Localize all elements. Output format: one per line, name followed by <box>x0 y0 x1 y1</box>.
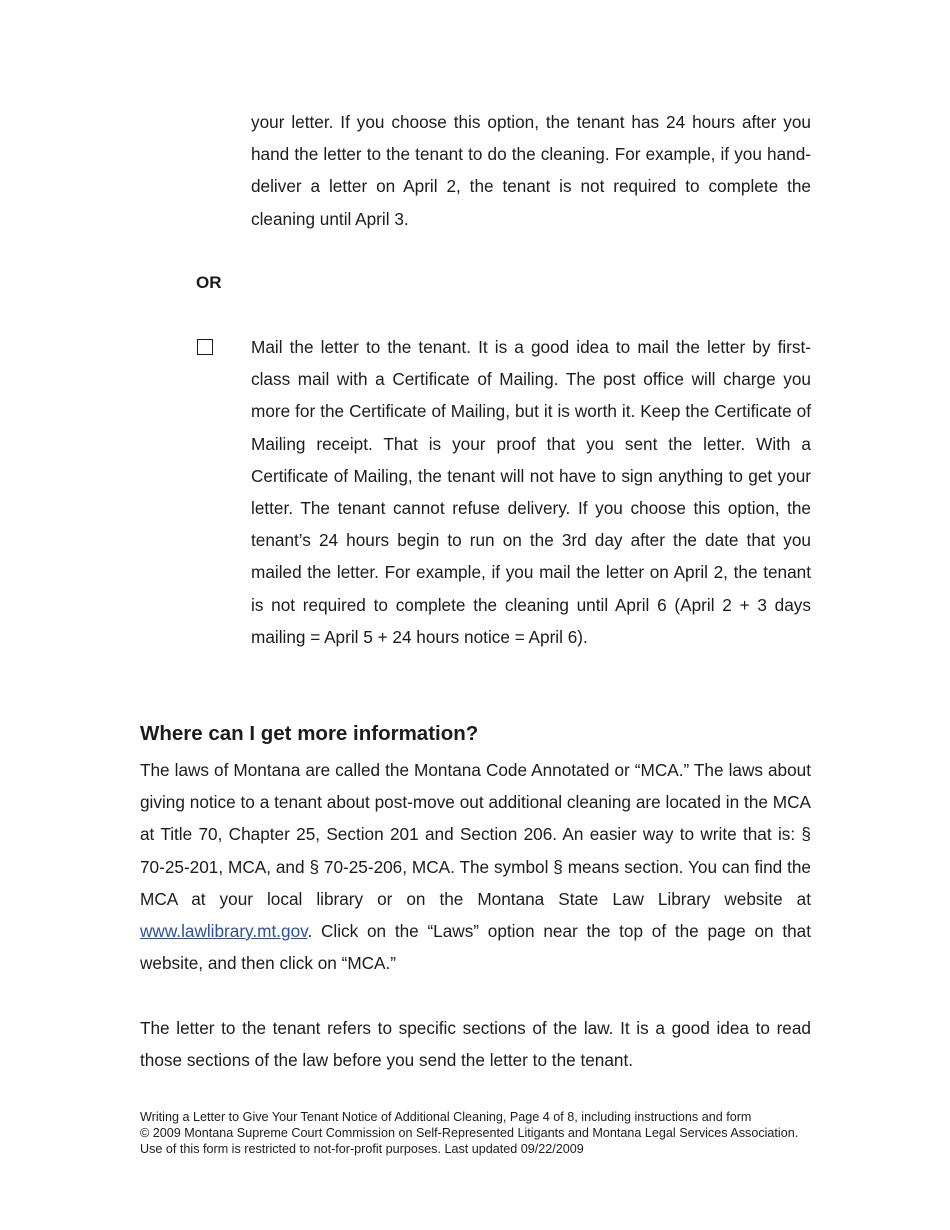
footer-title: Writing a Letter to Give Your Tenant Notice of Additional Cleaning, Page 4 of 8, including instructions and form <box>140 1110 752 1124</box>
info-text-after-link: . Click on the “Laws” option near the top of the page on that website, and then click on “MCA.” <box>140 921 811 974</box>
law-library-link[interactable]: www.lawlibrary.mt.gov <box>140 921 308 942</box>
closing-paragraph: The letter to the tenant refers to specific sections of the law. It is a good idea to read those sections of the law before you send the letter to the tenant. <box>140 1018 811 1071</box>
footer-copyright: © 2009 Montana Supreme Court Commission on Self-Represented Litigants and Montana Legal Services Association. Use of this form is restricted to not-for-profit purposes. Last updated 09/22/2009 <box>140 1126 799 1156</box>
page-footer <box>140 1109 812 1157</box>
info-text-before-link: The laws of Montana are called the Montana Code Annotated or “MCA.” The laws about giving notice to a tenant about post-move out additional cleaning are located in the MCA at Title 70, Chapter 25, Section 201 and Section 206. An easier way to write that is: § 70-25-201, MCA, and § 70-25-206, MCA. The symbol § means section. You can find the MCA at your local library or on the Montana State Law Library website at <box>140 760 811 909</box>
info-paragraph <box>140 754 811 979</box>
mail-option-checkbox[interactable] <box>197 339 213 355</box>
hand-delivery-paragraph: your letter. If you choose this option, the tenant has 24 hours after you hand the letter to the tenant to do the cleaning. For example, if you hand-deliver a letter on April 2, the tenant is not required to complete the cleaning until April 3. <box>251 112 811 229</box>
or-label: OR <box>196 273 222 292</box>
section-heading: Where can I get more information? <box>140 722 479 745</box>
mail-option-paragraph: Mail the letter to the tenant. It is a good idea to mail the letter by first-class mail with a Certificate of Mailing. The post office will charge you more for the Certificate of Mailing, but it is worth it. Keep the Certificate of Mailing receipt. That is your proof that you sent the letter. With a Certificate of Mailing, the tenant will not have to sign anything to get your letter. The tenant cannot refuse delivery. If you choose this option, the tenant’s 24 hours begin to run on the 3rd day after the date that you mailed the letter. For example, if you mail the letter on April 2, the tenant is not required to complete the cleaning until April 6 (April 2 + 3 days mailing = April 5 + 24 hours notice = April 6). <box>251 337 811 647</box>
